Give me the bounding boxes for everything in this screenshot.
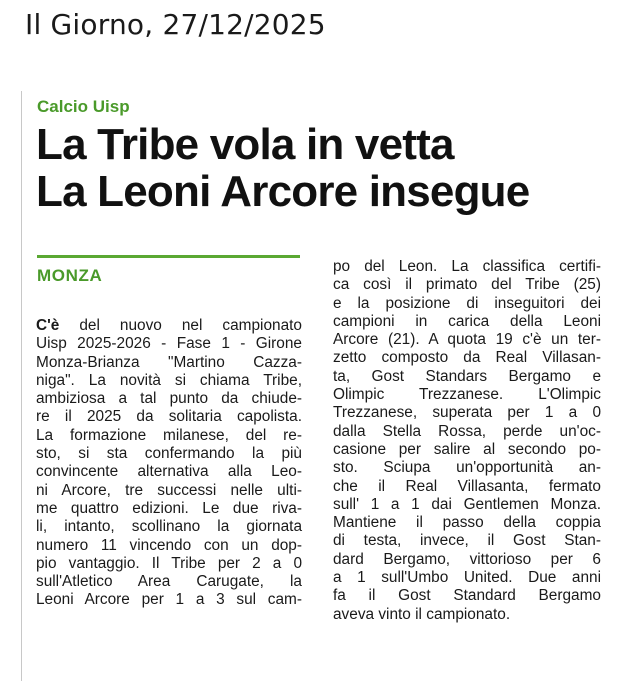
body-text-line: ni Arcore, tre successi nelle ulti- (36, 481, 302, 499)
body-text-line: e la posizione di inseguitori dei (333, 294, 601, 312)
article-column-right (333, 258, 601, 624)
body-text-line: numero 11 vincendo con un dop- (36, 536, 302, 554)
body-text-line: sto. Sciupa un'opportunità an- (333, 459, 601, 477)
body-text-line: Arcore (21). A quota 19 c'è un ter- (333, 331, 601, 349)
body-text-line: ambiziosa a tal punto da chiude- (36, 390, 302, 408)
body-text-line: Leoni Arcore per 1 a 3 sul cam- (36, 591, 302, 609)
article-column-left (36, 317, 302, 610)
body-text-line: niga". La novità si chiama Tribe, (36, 371, 302, 389)
body-text-line: me quattro edizioni. Le due riva- (36, 499, 302, 517)
body-text-line: li, intanto, scollinano la giornata (36, 518, 302, 536)
body-text-line: campioni in carica della Leoni (333, 312, 601, 330)
section-location-label: MONZA (37, 266, 103, 285)
body-text-line: po del Leon. La classifica certifi- (333, 258, 601, 275)
headline (36, 121, 626, 215)
body-text-line: Olimpic Trezzanese. L'Olimpic (333, 386, 601, 404)
body-text-line: Uisp 2025-2026 - Fase 1 - Girone (36, 335, 302, 353)
body-text-line: Mantiene il passo della coppia (333, 514, 601, 532)
body-text-line: dard Bergamo, vittorioso per 6 (333, 550, 601, 568)
headline-line-1: La Tribe vola in vetta (36, 120, 454, 169)
lead-word: C'è (36, 317, 60, 334)
newspaper-source-date: Il Giorno, 27/12/2025 (25, 8, 326, 41)
body-text-line: dalla Stella Rossa, perde un'oc- (333, 422, 601, 440)
body-text-line: aveva vinto il campionato. (333, 605, 511, 623)
body-text-line (36, 317, 302, 335)
body-text-line: sull'Atletico Area Carugate, la (36, 573, 302, 591)
headline-line-2: La Leoni Arcore insegue (36, 167, 530, 216)
body-text-line: casione per salire al secondo po- (333, 440, 601, 458)
body-text-line: Trezzanese, superata per 1 a 0 (333, 404, 601, 422)
body-text-line: a 1 sull'Umbo United. Due anni (333, 569, 601, 587)
section-divider (37, 255, 300, 258)
body-text-line: La formazione milanese, del re- (36, 426, 302, 444)
body-text-line: convincente alternativa alla Leo- (36, 463, 302, 481)
body-text-line: ca così il primato del Tribe (25) (333, 276, 601, 294)
body-text-line: pio vantaggio. Il Tribe per 2 a 0 (36, 554, 302, 572)
body-text-fragment: del nuovo nel campionato (79, 317, 302, 334)
body-text-line: re il 2025 da solitaria capolista. (36, 408, 302, 426)
body-text-line: di testa, invece, il Gost Stan- (333, 532, 601, 550)
kicker-label: Calcio Uisp (37, 97, 130, 116)
body-text-line: zetto composto da Real Villasan- (333, 349, 601, 367)
body-text-line: sto, si sta confermando la più (36, 445, 302, 463)
body-text-line: Monza-Brianza "Martino Cazza- (36, 353, 302, 371)
body-text-line: ta, Gost Standars Bergamo e (333, 367, 601, 385)
body-text-line: sull' 1 a 1 dai Gentlemen Monza. (333, 495, 601, 513)
article-clipping (21, 91, 632, 681)
body-text-line: fa il Gost Standard Bergamo (333, 587, 601, 605)
body-text-line: che il Real Villasanta, fermato (333, 477, 601, 495)
